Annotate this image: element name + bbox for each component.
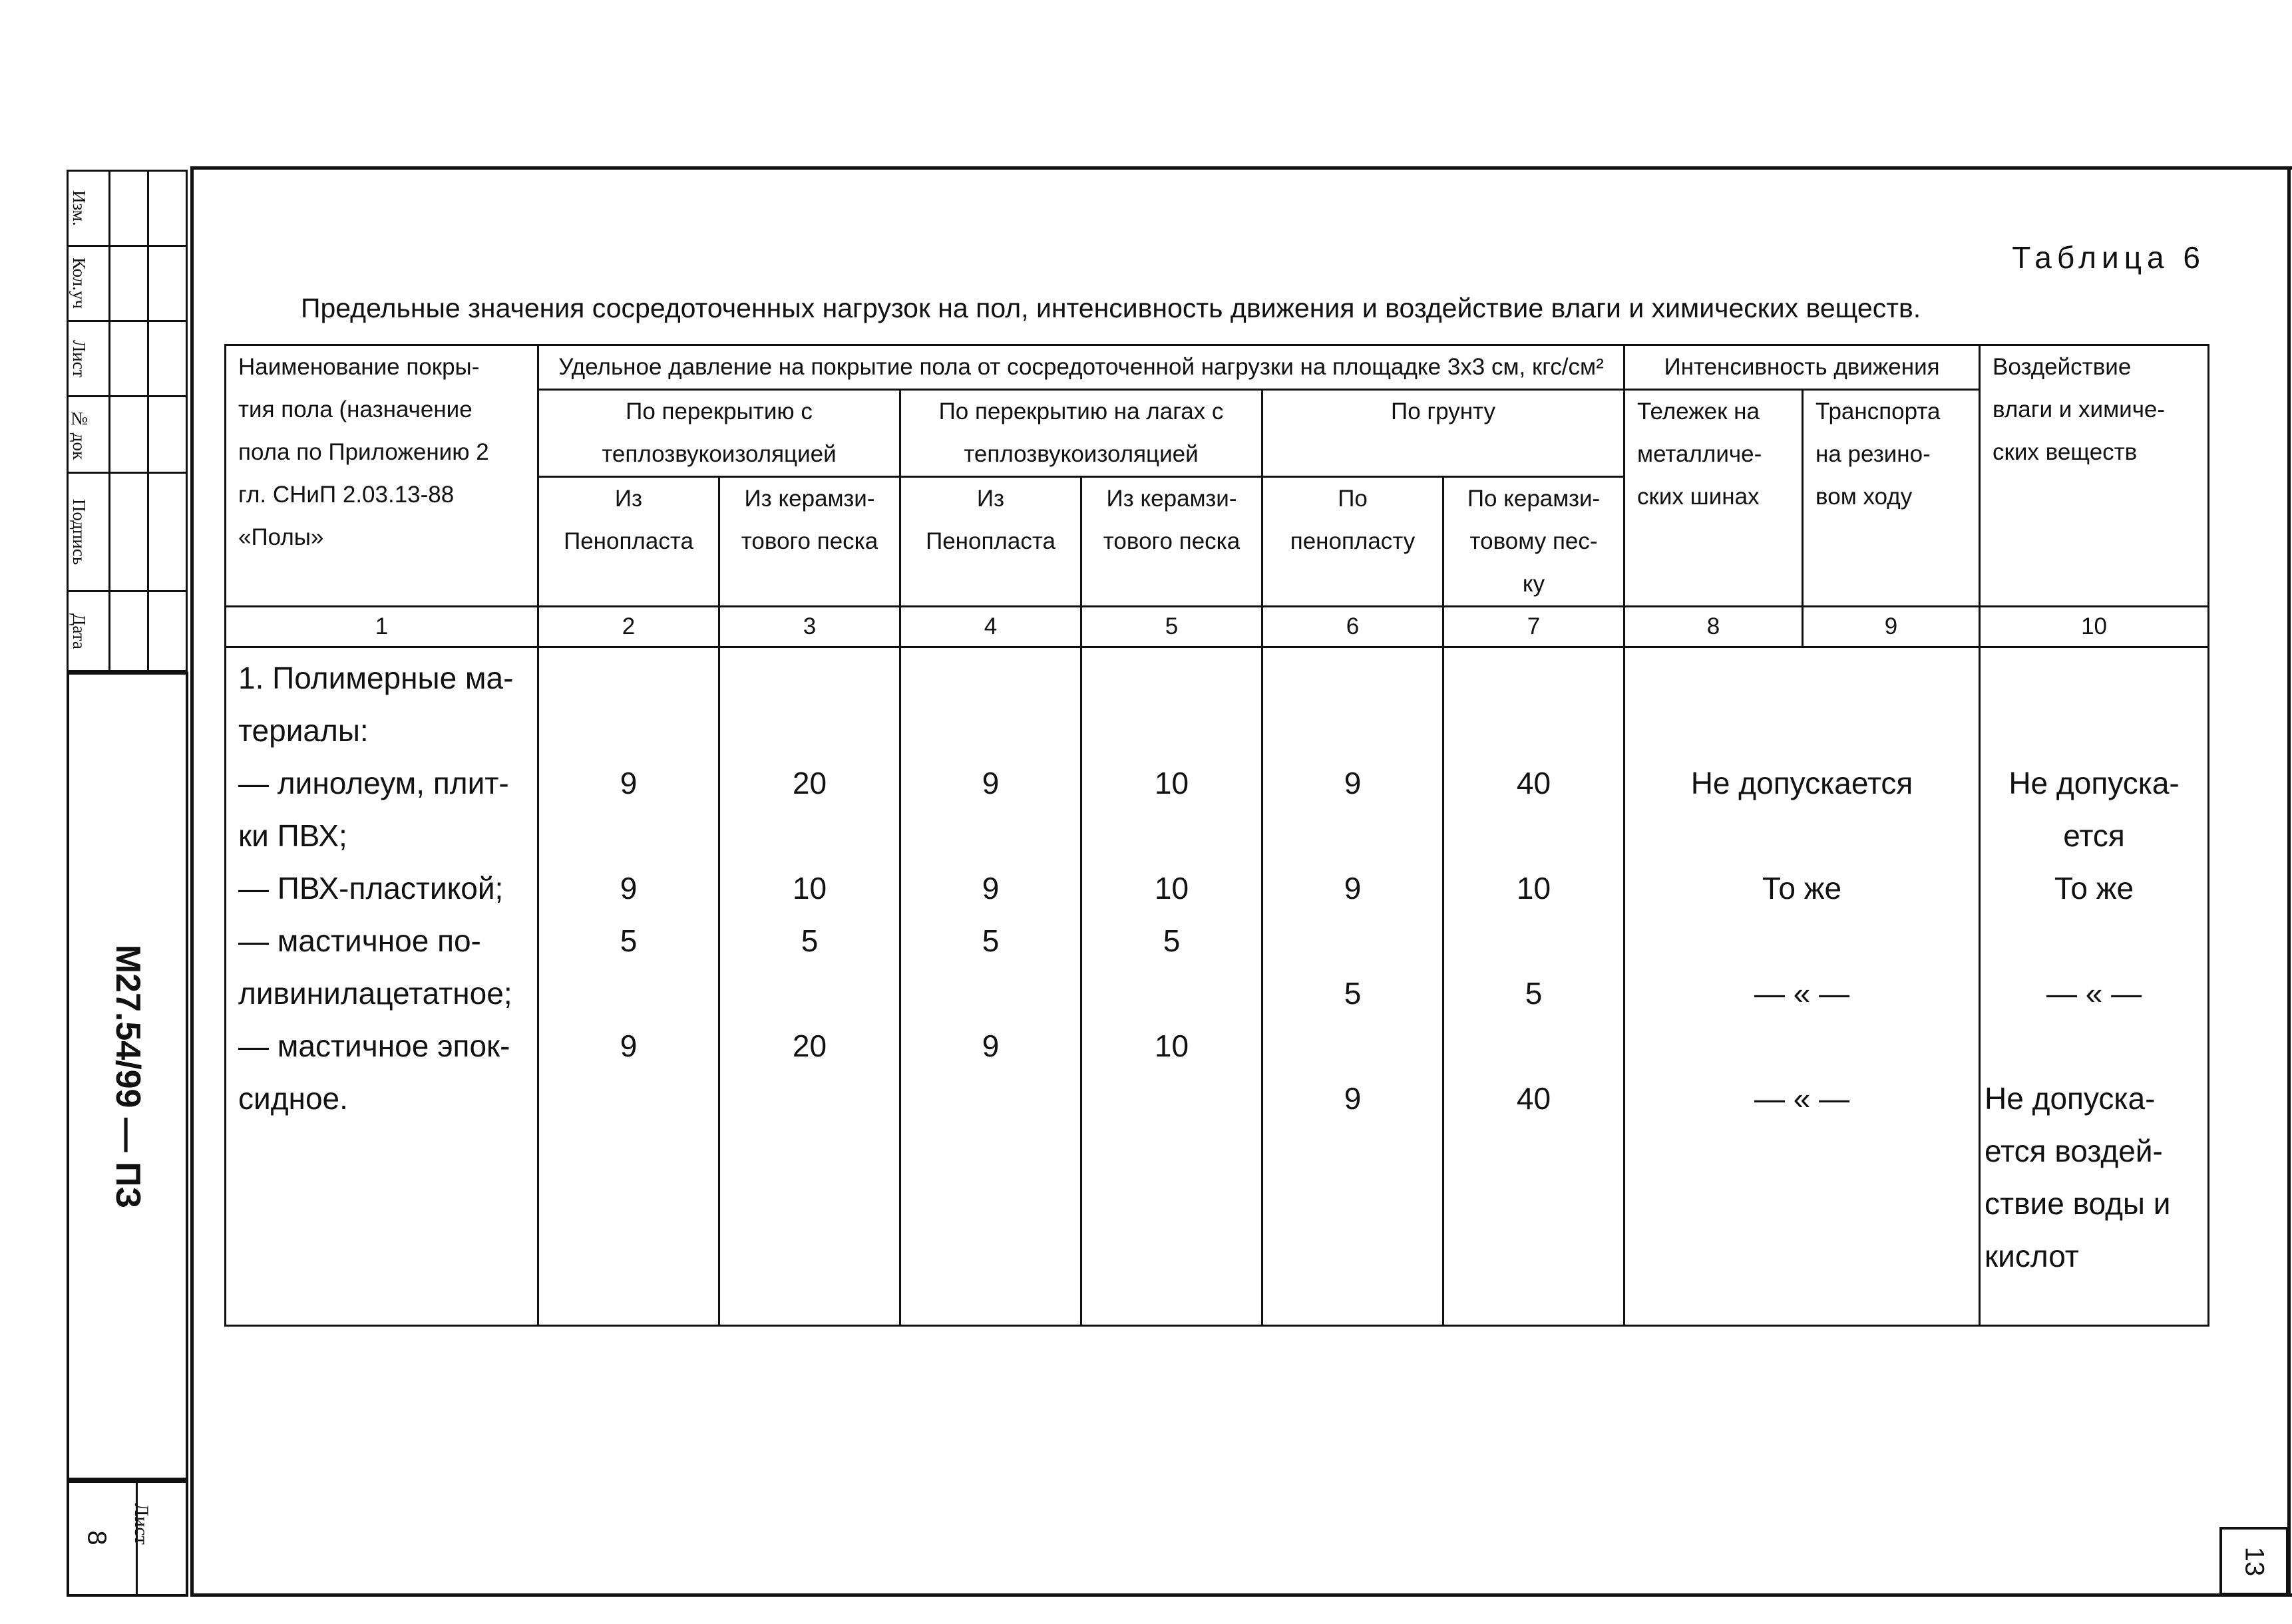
sub-header-3: Из керамзи- тового песка bbox=[719, 477, 900, 607]
sheet-box bbox=[67, 1480, 188, 1597]
sheet-number: 8 bbox=[82, 1530, 112, 1545]
col-num-8: 8 bbox=[1624, 607, 1803, 647]
sub-header-2: Из Пенопласта bbox=[538, 477, 719, 607]
stamp-label-signature: Подпись bbox=[69, 498, 89, 566]
sub-header-5: Из керамзи- тового песка bbox=[1081, 477, 1262, 607]
table-caption: Предельные значения сосредоточенных нагрузок на пол, интенсивность движения и воздействие влаги и химических веществ. bbox=[301, 293, 1921, 323]
sub-header-6: По пенопласту bbox=[1262, 477, 1443, 607]
stamp-label-change: Изм. bbox=[69, 190, 89, 226]
document-number-box bbox=[67, 672, 188, 1480]
material-names-cell: 1. Полимерные ма- териалы: — линолеум, плит- ки ПВХ; — ПВХ-пластикой; — мастичное по- ливинилацетатное; — мастичное эпок- сидное. bbox=[226, 647, 538, 1326]
col-num-7: 7 bbox=[1443, 607, 1624, 647]
header-transport: Транспорта на резино- вом ходу bbox=[1803, 390, 1980, 607]
loads-table bbox=[224, 344, 2209, 1327]
values-col-3: 20 10 5 20 bbox=[719, 647, 900, 1326]
values-col-10: Не допуска- ется То же — « — Не допуска- ется воздей- ствие воды и кислот bbox=[1980, 647, 2209, 1326]
page-number: 13 bbox=[2239, 1546, 2269, 1576]
frame-right-border bbox=[2287, 166, 2291, 1597]
col-num-10: 10 bbox=[1980, 607, 2209, 647]
header-pressure: Удельное давление на покрытие пола от сосредоточенной нагрузки на площадке 3х3 см, кгс/см² bbox=[538, 345, 1624, 390]
col-num-5: 5 bbox=[1081, 607, 1262, 647]
column-numbers-row bbox=[226, 607, 2209, 647]
header-moisture: Воздействие влаги и химиче- ских веществ bbox=[1980, 345, 2209, 607]
frame-left-border bbox=[190, 166, 194, 1597]
col-num-2: 2 bbox=[538, 607, 719, 647]
col-num-1: 1 bbox=[226, 607, 538, 647]
header-carts: Тележек на металличе- ских шинах bbox=[1624, 390, 1803, 607]
stamp-label-sheet: Лист bbox=[69, 339, 89, 378]
stamp-label-count: Кол.уч bbox=[69, 257, 89, 309]
header-intensity: Интенсивность движения bbox=[1624, 345, 1980, 390]
sub-header-4: Из Пенопласта bbox=[900, 477, 1081, 607]
header-group-ground: По грунту bbox=[1262, 390, 1624, 477]
values-col-5: 10 10 5 10 bbox=[1081, 647, 1262, 1326]
document-number: М27.54/99 — ПЗ bbox=[108, 944, 147, 1208]
header-name-cell: Наименование покры- тия пола (назначение пола по Приложению 2 гл. СНиП 2.03.13-88 «Полы» bbox=[226, 345, 538, 607]
values-col-4: 9 9 5 9 bbox=[900, 647, 1081, 1326]
col-num-4: 4 bbox=[900, 607, 1081, 647]
page-number-box bbox=[2219, 1527, 2289, 1595]
values-col-7: 40 10 5 40 bbox=[1443, 647, 1624, 1326]
stamp-label-date: Дата bbox=[69, 613, 89, 649]
values-col-2: 9 9 5 9 bbox=[538, 647, 719, 1326]
values-col-8-9: Не допускается То же — « — — « — bbox=[1624, 647, 1980, 1326]
sub-header-7: По керамзи- товому пес- ку bbox=[1443, 477, 1624, 607]
col-num-3: 3 bbox=[719, 607, 900, 647]
col-num-9: 9 bbox=[1803, 607, 1980, 647]
header-group-joists: По перекрытию на лагах с теплозвукоизоляцией bbox=[900, 390, 1262, 477]
values-col-6: 9 9 5 9 bbox=[1262, 647, 1443, 1326]
table-number: Таблица 6 bbox=[2012, 240, 2205, 275]
sheet-label: Лист bbox=[130, 1503, 152, 1545]
stamp-label-docnum: № док bbox=[69, 408, 89, 460]
frame-bottom-border bbox=[190, 1593, 2292, 1597]
header-group-slab: По перекрытию с теплозвукоизоляцией bbox=[538, 390, 900, 477]
header-row-1 bbox=[226, 345, 2209, 390]
col-num-6: 6 bbox=[1262, 607, 1443, 647]
table-row bbox=[226, 647, 2209, 1326]
frame-top-border bbox=[190, 166, 2292, 170]
